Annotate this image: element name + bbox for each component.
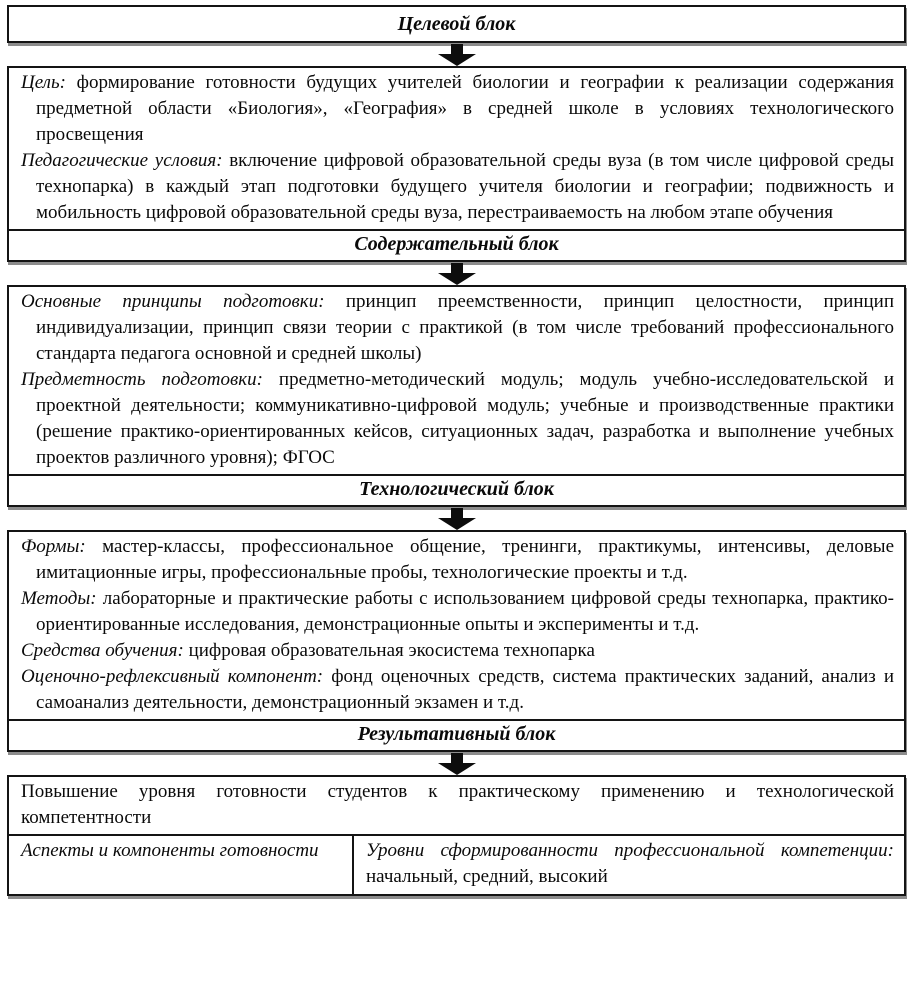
block-principles-content	[9, 287, 904, 474]
cell-levels	[354, 836, 904, 894]
paragraph-assessment	[21, 664, 894, 716]
arrow-row-2	[7, 262, 906, 285]
down-arrow-icon	[437, 508, 477, 530]
paragraph-assessment-label: Оценочно-рефлексивный компонент:	[21, 666, 324, 687]
paragraph-principles-label: Основные принципы подготовки:	[21, 291, 325, 312]
block-forms-content	[9, 532, 904, 719]
down-arrow-icon	[437, 263, 477, 285]
arrow-row-4	[7, 752, 906, 775]
paragraph-subject-text: предметно-методический модуль; модуль учебно-исследовательской и проектной деятельности; коммуникативно-цифровой модуль; учебные и производственные практики (решение практико-ориентированных кейсов, ситуационных задач, разработка и выполнение учебных проектов различного уровня); ФГОС	[36, 369, 894, 468]
paragraph-forms-text: мастер-классы, профессиональное общение, тренинги, практикумы, интенсивы, деловые имитационные игры, профессиональные пробы, технологические проекты и т.д.	[36, 536, 894, 583]
cell-levels-text: начальный, средний, высокий	[366, 866, 608, 887]
paragraph-goal	[21, 70, 894, 148]
paragraph-means-label: Средства обучения:	[21, 640, 184, 661]
paragraph-principles-text: принцип преемственности, принцип целостности, принцип индивидуализации, принцип связи теории с практикой (в том числе требований профессионального стандарта педагога основной и средней школы)	[36, 291, 894, 364]
block-principles-subject	[7, 285, 906, 507]
paragraph-goal-text: формирование готовности будущих учителей биологии и географии к реализации содержания предметной области «Биология», «География» в средней школе в условиях технологического просвещения	[36, 72, 895, 145]
paragraph-means-text: цифровая образовательная экосистема технопарка	[188, 640, 595, 661]
block-target	[7, 5, 906, 43]
result-intro: Повышение уровня готовности студентов к практическому применению и технологической компетентности	[21, 781, 894, 828]
paragraph-methods	[21, 586, 894, 638]
down-arrow-icon	[437, 753, 477, 775]
block-result	[7, 775, 906, 896]
paragraph-methods-text: лабораторные и практические работы с использованием цифровой среды технопарка, практико-ориентированные исследования, демонстрационные опыты и эксперименты и т.д.	[36, 588, 894, 635]
paragraph-methods-label: Методы:	[21, 588, 97, 609]
paragraph-forms-label: Формы:	[21, 536, 86, 557]
block-resultative-title: Результативный блок	[9, 719, 904, 750]
result-table	[9, 834, 904, 894]
paragraph-conditions-text: включение цифровой образовательной среды вуза (в том числе цифровой среды технопарка) в каждый этап подготовки будущего учителя биологии и географии; подвижность и мобильность цифровой образовательной среды вуза, перестраиваемость на любом этапе обучения	[36, 150, 894, 223]
block-content-title: Содержательный блок	[9, 229, 904, 260]
cell-levels-label: Уровни сформированности профессиональной компетенции:	[366, 840, 894, 861]
paragraph-assessment-text: фонд оценочных средств, система практических заданий, анализ и самоанализ деятельности, демонстрационный экзамен и т.д.	[36, 666, 894, 713]
paragraph-goal-label: Цель:	[21, 72, 66, 93]
paragraph-principles	[21, 289, 894, 367]
paragraph-conditions-label: Педагогические условия:	[21, 150, 223, 171]
cell-aspects-text: Аспекты и компоненты готовности	[21, 840, 319, 861]
block-technological-title: Технологический блок	[9, 474, 904, 505]
paragraph-conditions	[21, 148, 894, 226]
block-goal-conditions	[7, 66, 906, 262]
paragraph-subject-label: Предметность подготовки:	[21, 369, 263, 390]
arrow-row-1	[7, 43, 906, 66]
block-target-title: Целевой блок	[397, 12, 516, 35]
cell-aspects	[9, 836, 354, 894]
paragraph-subject	[21, 367, 894, 471]
paragraph-means	[21, 638, 894, 664]
block-goal-content	[9, 68, 904, 229]
down-arrow-icon	[437, 44, 477, 66]
block-forms-methods	[7, 530, 906, 752]
arrow-row-3	[7, 507, 906, 530]
paragraph-forms	[21, 534, 894, 586]
